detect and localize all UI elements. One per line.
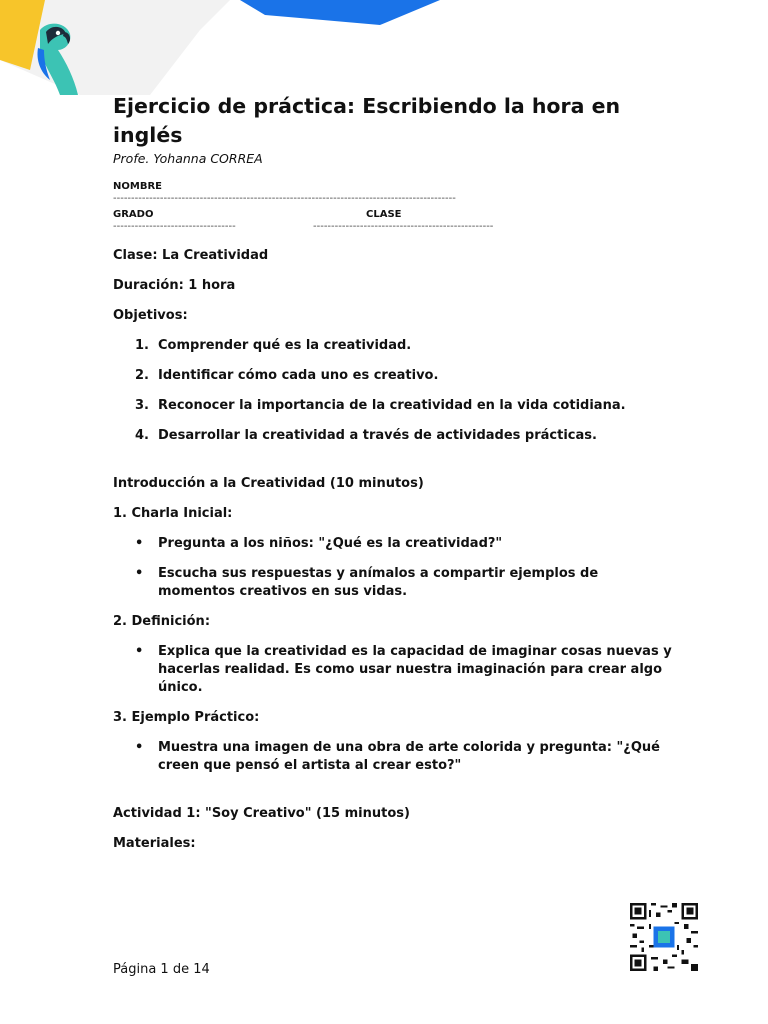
document-title: Ejercicio de práctica: Escribiendo la hora en inglés [113,94,621,147]
objetivos-heading: Objetivos: [113,308,188,323]
materiales-heading: Materiales: [113,836,196,851]
list-item: 4. Desarrollar la creatividad a través de actividades prácticas. [135,428,597,443]
nombre-line: ----------------------------------------------------------------------------------------------- [113,193,456,204]
clase-label: CLASE [366,209,402,220]
charla-list [113,535,673,601]
intro-heading: Introducción a la Creatividad (10 minutos) [113,476,424,491]
qr-code-icon [630,903,698,971]
list-item: • Pregunta a los niños: "¿Qué es la creatividad?" [135,536,503,551]
objetivos-list [113,337,673,445]
list-item: • Escucha sus respuestas y anímalos a compartir ejemplos de momentos creativos en sus vidas. [135,566,599,599]
actividad-heading: Actividad 1: "Soy Creativo" (15 minutos) [113,806,410,821]
clase-line: -------------------------------------------------- [313,221,494,232]
list-item: 3. Reconocer la importancia de la creatividad en la vida cotidiana. [135,398,626,413]
definicion-list [113,643,673,697]
clase-heading: Clase: La Creatividad [113,248,269,263]
list-item: 2. Identificar cómo cada uno es creativo. [135,368,439,383]
page-number: Página 1 de 14 [113,962,210,977]
grado-line: ---------------------------------- [113,221,236,232]
duracion-heading: Duración: 1 hora [113,278,236,293]
list-item: • Explica que la creatividad es la capacidad de imaginar cosas nuevas y hacerlas realidad. Es como usar nuestra imaginación para crear algo único. [135,644,672,695]
blue-shape [240,0,440,25]
charla-heading: 1. Charla Inicial: [113,506,233,521]
author-line: Profe. Yohanna CORREA [113,151,263,166]
header-decoration [0,0,768,100]
ejemplo-heading: 3. Ejemplo Práctico: [113,710,260,725]
list-item: 1. Comprender qué es la creatividad. [135,338,412,353]
definicion-heading: 2. Definición: [113,614,211,629]
nombre-label: NOMBRE [113,181,162,192]
list-item: • Muestra una imagen de una obra de arte colorida y pregunta: "¿Qué creen que pensó el artista al crear esto?" [135,740,660,773]
grado-label: GRADO [113,209,154,220]
document-body [113,92,673,865]
ejemplo-list [113,739,673,775]
